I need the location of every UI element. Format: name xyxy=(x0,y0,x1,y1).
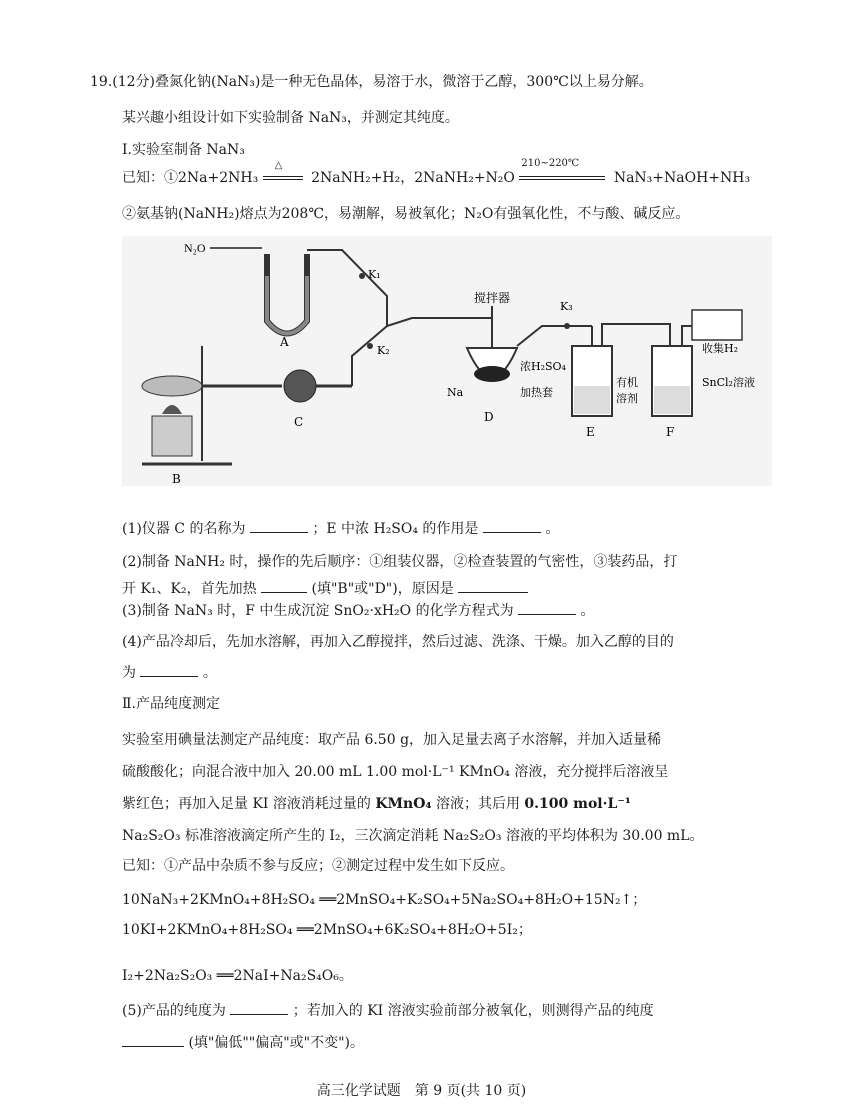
question-1: (1)仪器 C 的名称为 ；E 中浓 H₂SO₄ 的作用是 。 xyxy=(122,518,559,539)
answer-blank-q5a[interactable] xyxy=(230,1000,288,1015)
answer-blank-q5b[interactable] xyxy=(122,1032,184,1047)
n2o-label: N₂O xyxy=(184,241,206,255)
label-c: C xyxy=(294,415,304,429)
label-organic: 有机 xyxy=(616,376,638,389)
valve-k1 xyxy=(359,273,365,279)
q19-intro-line1: 19.(12分)叠氮化钠(NaN₃)是一种无色晶体，易溶于水，微溶于乙醇，300℃以上易分解。 xyxy=(90,74,653,90)
answer-blank-q4[interactable] xyxy=(140,662,198,677)
answer-blank-q2a[interactable] xyxy=(261,578,307,593)
question-2-line1: (2)制备 NaNH₂ 时，操作的先后顺序：①组装仪器，②检查装置的气密性，③装药品，打 xyxy=(122,554,678,570)
bottle-f-liquid xyxy=(654,386,690,414)
answer-blank-q3[interactable] xyxy=(518,600,576,615)
answer-blank-q1b[interactable] xyxy=(483,518,541,533)
flask-b xyxy=(142,376,202,396)
heat-arrow: △ xyxy=(263,168,307,188)
part2-para-line3: 紫红色；再加入足量 KI 溶液消耗过量的 KMnO₄ 溶液；其后用 0.100 mol·L⁻¹ xyxy=(122,796,631,812)
label-stirrer: 搅拌器 xyxy=(474,291,511,305)
question-4-line1: (4)产品冷却后，先加水溶解，再加入乙醇搅拌，然后过滤、洗涤、干燥。加入乙醇的目的 xyxy=(122,634,674,650)
label-e: E xyxy=(586,425,595,439)
page-footer: 高三化学试题 第 9 页(共 10 页) xyxy=(316,1083,527,1099)
burner-b xyxy=(152,416,192,456)
q19-intro-line2: 某兴趣小组设计如下实验制备 NaN₃，并测定其纯度。 xyxy=(122,110,459,126)
label-solvent: 溶剂 xyxy=(616,392,638,405)
label-na: Na xyxy=(447,386,464,399)
answer-blank-q2b[interactable] xyxy=(458,578,528,593)
label-a: A xyxy=(280,335,289,349)
bottle-e-liquid xyxy=(574,386,610,414)
part2-para-line4: Na₂S₂O₃ 标准溶液滴定所产生的 I₂，三次滴定消耗 Na₂S₂O₃ 溶液的平均体积为 30.00 mL。 xyxy=(122,828,704,844)
part1-title: Ⅰ.实验室制备 NaN₃ xyxy=(122,142,245,158)
label-b: B xyxy=(172,472,181,486)
known-reaction-1: 已知：①2Na+2NH₃ △ 2NaNH₂+H₂，2NaNH₂+N₂O 210~220℃ NaN₃+NaOH+NH₃ xyxy=(122,158,751,186)
equation-3: I₂+2Na₂S₂O₃ ══2NaI+Na₂S₄O₆。 xyxy=(122,968,353,984)
label-collect-h2: 收集H₂ xyxy=(702,342,739,355)
question-2-line2: 开 K₁、K₂，首先加热 (填"B"或"D")，原因是 xyxy=(122,578,528,599)
question-5-line1: (5)产品的纯度为 ；若加入的 KI 溶液实验前部分被氧化，则测得产品的纯度 xyxy=(122,1000,654,1021)
valve-k3 xyxy=(564,323,570,329)
question-5-line2: (填"偏低""偏高"或"不变")。 xyxy=(122,1032,364,1053)
part2-title: Ⅱ.产品纯度测定 xyxy=(122,696,220,712)
equation-1: 10NaN₃+2KMnO₄+8H₂SO₄ ══2MnSO₄+K₂SO₄+5Na₂SO₄+8H₂O+15N₂↑； xyxy=(122,892,647,908)
label-k1: K₁ xyxy=(368,268,381,281)
drying-tube-c xyxy=(284,370,316,402)
label-k2: K₂ xyxy=(377,344,390,357)
label-d: D xyxy=(484,410,494,424)
valve-k2 xyxy=(367,343,373,349)
label-conc-h2so4: 浓H₂SO₄ xyxy=(520,360,566,373)
label-k3: K₃ xyxy=(560,300,573,313)
flask-d-contents xyxy=(474,366,510,382)
part2-para-line1: 实验室用碘量法测定产品纯度：取产品 6.50 g，加入足量去离子水溶解，并加入适量稀 xyxy=(122,732,662,748)
known-reaction-2: ②氨基钠(NaNH₂)熔点为208℃，易潮解，易被氧化；N₂O有强氧化性，不与酸、碱反应。 xyxy=(122,206,690,222)
question-4-line2: 为 。 xyxy=(122,662,217,683)
label-heater: 加热套 xyxy=(520,386,553,399)
part2-para-line2: 硫酸酸化；向混合液中加入 20.00 mL 1.00 mol·L⁻¹ KMnO₄ 溶液，充分搅拌后溶液呈 xyxy=(122,764,669,780)
label-sncl2: SnCl₂溶液 xyxy=(702,376,755,389)
answer-blank-q1a[interactable] xyxy=(250,518,308,533)
question-3: (3)制备 NaN₃ 时，F 中生成沉淀 SnO₂·xH₂O 的化学方程式为 。 xyxy=(122,600,595,621)
equation-2: 10KI+2KMnO₄+8H₂SO₄ ══2MnSO₄+6K₂SO₄+8H₂O+5I₂； xyxy=(122,922,532,938)
collector-box xyxy=(692,310,742,340)
apparatus-diagram xyxy=(122,236,772,486)
temp-condition-arrow: 210~220℃ xyxy=(519,168,609,188)
part2-known: 已知：①产品中杂质不参与反应；②测定过程中发生如下反应。 xyxy=(122,858,514,874)
label-f: F xyxy=(666,425,675,439)
